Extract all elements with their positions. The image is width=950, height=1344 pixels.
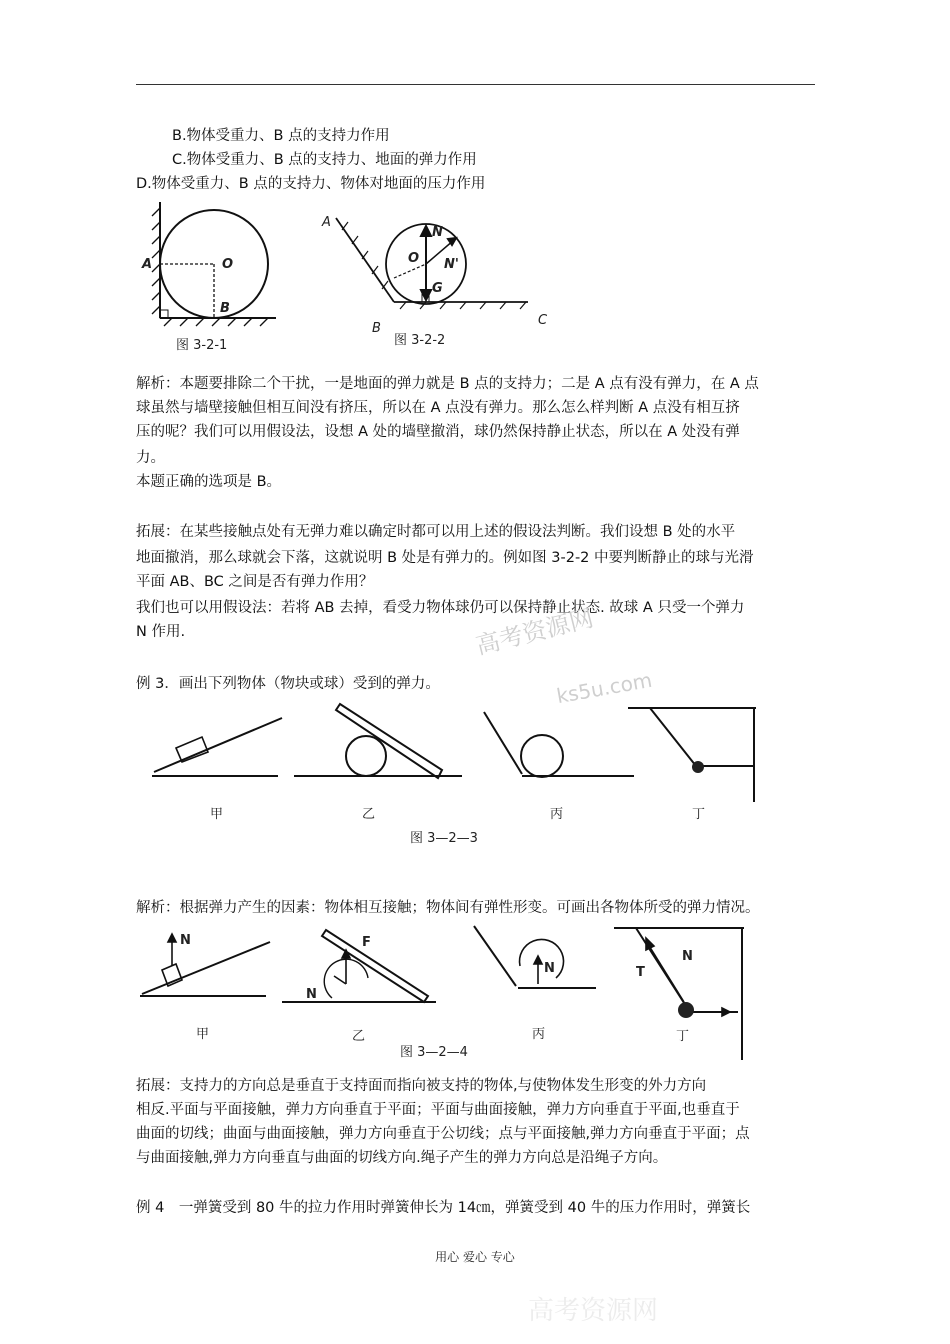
fig4-label-f: F: [362, 935, 371, 950]
example3-title: 例 3．画出下列物体（物块或球）受到的弹力。: [136, 676, 440, 692]
fig4-label-bing: 丙: [532, 1027, 546, 1042]
extension1-line-2: 地面撤消，那么球就会下落，这就说明 B 处是有弹力的。例如图 3-2-2 中要判断静止的球与光滑: [136, 550, 754, 566]
label-a: A: [142, 257, 153, 272]
watermark-1: 高考资源网: [473, 603, 597, 661]
option-c: C.物体受重力、B 点的支持力、地面的弹力作用: [172, 152, 477, 168]
fig3-label-jia: 甲: [210, 807, 224, 822]
label-c: C: [538, 313, 548, 328]
extension1-line-1: 拓展：在某些接触点处有无弹力难以确定时都可以用上述的假设法判断。我们设想 B 处的水平: [136, 524, 736, 540]
fig4-label-jia: 甲: [196, 1027, 210, 1042]
fig4-label-t: T: [636, 965, 645, 980]
figure-3-2-1-and-3-2-2: [136, 196, 566, 356]
caption-3-2-1: 图 3-2-1: [176, 338, 228, 353]
label-b-2: B: [372, 321, 381, 336]
fig3-label-bing: 丙: [550, 807, 564, 822]
caption-3-2-4: 图 3—2—4: [400, 1045, 468, 1060]
extension1-line-3: 平面 AB、BC 之间是否有弹力作用？: [136, 574, 374, 590]
analysis1-line-3: 压的呢？我们可以用假设法，设想 A 处的墙壁撤消，球仍然保持静止状态，所以在 A 处没有弹: [136, 424, 740, 440]
fig3-label-ding: 丁: [692, 807, 706, 822]
caption-3-2-2: 图 3-2-2: [394, 333, 446, 348]
figure-3-2-3: [140, 700, 780, 850]
fig4-label-n-jia: N: [180, 933, 191, 948]
example4-text: 例 4 一弹簧受到 80 牛的拉力作用时弹簧伸长为 14㎝，弹簧受到 40 牛的压力作用时，弹簧长: [136, 1200, 751, 1216]
extension2-line-1: 拓展：支持力的方向总是垂直于支持面而指向被支持的物体,与使物体发生形变的外力方向: [136, 1078, 707, 1094]
extension2-line-3: 曲面的切线；曲面与曲面接触，弹力方向垂直于公切线；点与平面接触,弹力方向垂直于平面；点: [136, 1126, 750, 1142]
fig4-label-n-yi: N: [306, 987, 317, 1002]
analysis1-line-4: 力。: [136, 450, 165, 466]
option-b: B.物体受重力、B 点的支持力作用: [172, 128, 390, 144]
analysis1-line-5: 本题正确的选项是 B。: [136, 474, 282, 490]
fig4-label-yi: 乙: [352, 1029, 366, 1044]
label-n: N: [432, 225, 443, 240]
label-a-2: A: [322, 215, 331, 230]
extension1-line-5: N 作用.: [136, 624, 186, 640]
option-d: D.物体受重力、B 点的支持力、物体对地面的压力作用: [136, 176, 486, 192]
label-n-prime: N': [444, 257, 459, 272]
label-o-2: O: [408, 251, 420, 266]
figure-3-2-4: [136, 922, 756, 1060]
watermark-2: ks5u.com: [554, 667, 654, 709]
analysis2-text: 解析：根据弹力产生的因素：物体相互接触；物体间有弹性形变。可画出各物体所受的弹力情况。: [136, 900, 760, 916]
extension1-line-4: 我们也可以用假设法：若将 AB 去掉，看受力物体球仍可以保持静止状态. 故球 A 只受一个弹力: [136, 600, 745, 616]
watermark-3: 高考资源网: [528, 1296, 659, 1326]
analysis1-line-1: 解析：本题要排除二个干扰，一是地面的弹力就是 B 点的支持力；二是 A 点有没有弹力，在 A 点: [136, 376, 759, 392]
caption-3-2-3: 图 3—2—3: [410, 831, 478, 846]
analysis1-line-2: 球虽然与墙壁接触但相互间没有挤压，所以在 A 点没有弹力。那么怎么样判断 A 点没有相互挤: [136, 400, 740, 416]
label-g: G: [432, 281, 443, 296]
fig4-label-ding: 丁: [676, 1029, 690, 1044]
fig3-label-yi: 乙: [362, 807, 376, 822]
extension2-line-2: 相反.平面与平面接触，弹力方向垂直于平面；平面与曲面接触，弹力方向垂直于平面,也垂直于: [136, 1102, 740, 1118]
page-footer: 用心 爱心 专心: [435, 1250, 515, 1264]
fig4-label-n-ding: N: [682, 949, 693, 964]
label-o: O: [222, 257, 234, 272]
extension2-line-4: 与曲面接触,弹力方向垂直与曲面的切线方向.绳子产生的弹力方向总是沿绳子方向。: [136, 1150, 668, 1166]
fig4-label-n-bing: N: [544, 961, 555, 976]
label-b: B: [220, 301, 230, 316]
header-rule: [136, 84, 815, 85]
